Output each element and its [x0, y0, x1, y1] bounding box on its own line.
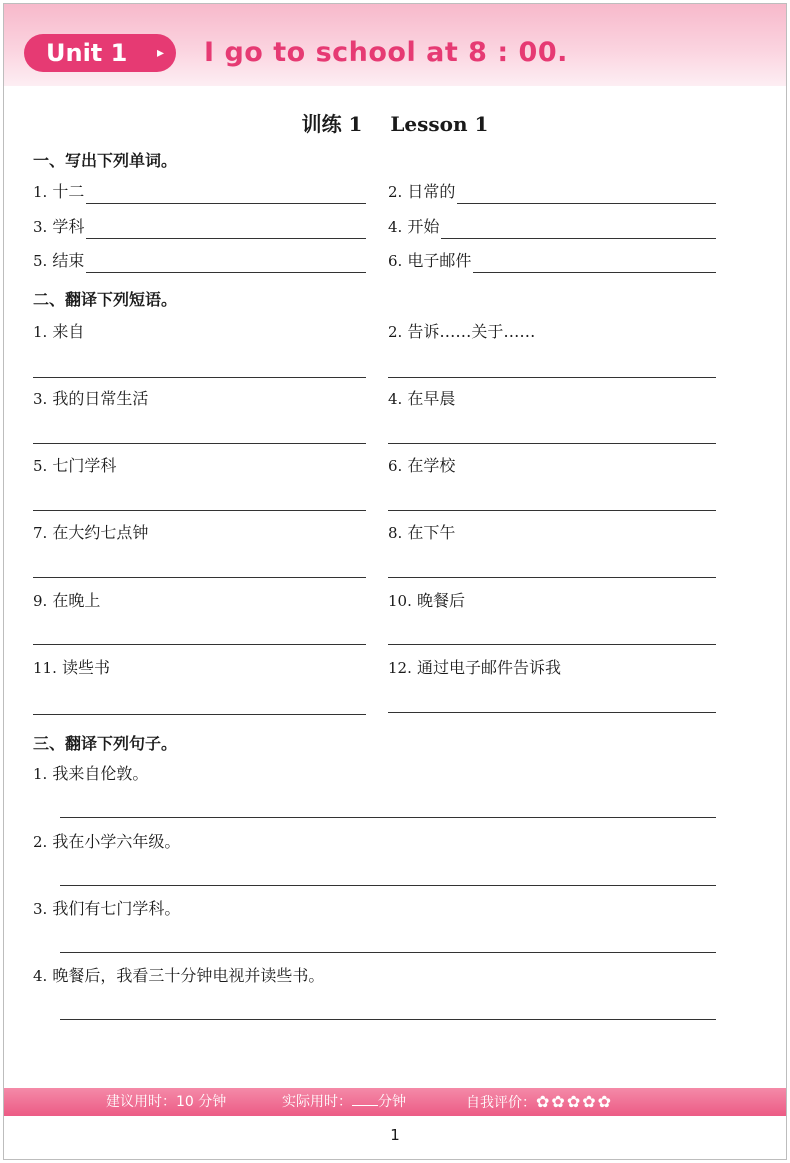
answer-line[interactable]: [33, 577, 366, 578]
phrase-item: [33, 320, 84, 344]
actual-time-blank[interactable]: [352, 1091, 378, 1106]
item-text: 开始: [407, 217, 440, 236]
phrase-item: [33, 656, 110, 680]
flower-star-icon[interactable]: ✿: [566, 1092, 581, 1111]
item-number: 11.: [33, 659, 57, 677]
actual-time-label: 实际用时：: [282, 1094, 352, 1110]
item-text: 晚餐后，我看三十分钟电视并读些书。: [52, 966, 325, 985]
sentence-item: [33, 897, 180, 921]
item-number: 1.: [33, 765, 48, 783]
item-text: 我的日常生活: [52, 389, 149, 408]
item-number: 6.: [388, 457, 403, 475]
answer-line[interactable]: [388, 644, 716, 645]
answer-line[interactable]: [388, 712, 716, 713]
phrase-item: [388, 589, 465, 613]
section3-heading: 三、翻译下列句子。: [33, 734, 178, 753]
item-number: 8.: [388, 524, 403, 542]
item-text: 告诉……关于……: [407, 322, 536, 341]
flower-star-icon[interactable]: ✿: [582, 1092, 596, 1111]
page-number: 1: [390, 1126, 400, 1144]
actual-time: [282, 1088, 406, 1116]
answer-line[interactable]: [60, 885, 716, 886]
header-banner: [4, 4, 786, 86]
item-text: 我们有七门学科。: [52, 899, 181, 918]
item-text: 通过电子邮件告诉我: [416, 658, 561, 677]
item-number: 5.: [33, 252, 48, 270]
item-text: 在学校: [407, 456, 456, 475]
phrase-item: [33, 589, 100, 613]
item-number: 4.: [388, 218, 403, 236]
rating-stars[interactable]: [536, 1092, 613, 1111]
suggested-time: 建议用时：10 分钟: [106, 1094, 227, 1110]
phrase-item: [388, 656, 561, 680]
answer-blank[interactable]: [473, 256, 716, 273]
phrase-item: [388, 320, 535, 344]
section1-heading: 一、写出下列单词。: [33, 151, 178, 170]
item-number: 3.: [33, 900, 48, 918]
item-text: 学科: [52, 217, 85, 236]
item-number: 12.: [388, 659, 412, 677]
item-text: 在大约七点钟: [52, 523, 149, 542]
item-number: 4.: [388, 390, 403, 408]
answer-line[interactable]: [33, 644, 366, 645]
item-number: 1.: [33, 323, 48, 341]
answer-line[interactable]: [388, 443, 716, 444]
phrase-item: [388, 454, 455, 478]
sentence-item: [33, 964, 324, 988]
answer-line[interactable]: [388, 377, 716, 378]
word-item: [388, 215, 716, 239]
flower-star-icon[interactable]: ✿: [597, 1092, 612, 1111]
word-item: [33, 215, 366, 239]
answer-blank[interactable]: [86, 222, 366, 239]
item-text: 在晚上: [52, 591, 101, 610]
item-number: 3.: [33, 390, 48, 408]
word-item: [33, 249, 366, 273]
word-item: [388, 180, 716, 204]
unit-badge: [24, 34, 176, 72]
item-text: 电子邮件: [407, 251, 472, 270]
timing-bar: [4, 1088, 786, 1116]
self-evaluation: [466, 1088, 613, 1116]
item-text: 十二: [52, 182, 85, 201]
item-text: 晚餐后: [416, 591, 465, 610]
arrow-right-icon: ▸: [156, 45, 164, 61]
item-text: 我在小学六年级。: [52, 832, 181, 851]
answer-line[interactable]: [33, 443, 366, 444]
phrase-item: [33, 387, 148, 411]
item-text: 七门学科: [52, 456, 117, 475]
item-number: 2.: [33, 833, 48, 851]
answer-blank[interactable]: [441, 222, 716, 239]
answer-blank[interactable]: [86, 187, 366, 204]
item-text: 在早晨: [407, 389, 456, 408]
answer-line[interactable]: [33, 510, 366, 511]
item-number: 1.: [33, 183, 48, 201]
item-text: 读些书: [61, 658, 110, 677]
item-text: 我来自伦敦。: [52, 764, 149, 783]
item-number: 4.: [33, 967, 48, 985]
item-text: 结束: [52, 251, 85, 270]
unit-label: Unit 1: [46, 39, 128, 67]
answer-line[interactable]: [60, 1019, 716, 1020]
item-text: 来自: [52, 322, 85, 341]
item-number: 3.: [33, 218, 48, 236]
item-number: 7.: [33, 524, 48, 542]
item-number: 2.: [388, 183, 403, 201]
item-text: 在下午: [407, 523, 456, 542]
answer-line[interactable]: [60, 952, 716, 953]
answer-blank[interactable]: [457, 187, 716, 204]
answer-line[interactable]: [388, 577, 716, 578]
item-number: 5.: [33, 457, 48, 475]
lesson-title: 训练 1 Lesson 1: [301, 112, 489, 136]
phrase-item: [388, 521, 455, 545]
phrase-item: [33, 521, 148, 545]
sentence-item: [33, 762, 148, 786]
item-number: 9.: [33, 592, 48, 610]
item-text: 日常的: [407, 182, 456, 201]
item-number: 6.: [388, 252, 403, 270]
answer-line[interactable]: [388, 510, 716, 511]
item-number: 10.: [388, 592, 412, 610]
flower-star-icon[interactable]: ✿: [536, 1092, 550, 1111]
answer-blank[interactable]: [86, 256, 366, 273]
item-number: 2.: [388, 323, 403, 341]
word-item: [388, 249, 716, 273]
answer-line[interactable]: [33, 377, 366, 378]
phrase-item: [388, 387, 455, 411]
section2-heading: 二、翻译下列短语。: [33, 290, 178, 309]
phrase-item: [33, 454, 116, 478]
answer-line[interactable]: [60, 817, 716, 818]
self-eval-label: 自我评价：: [466, 1095, 536, 1111]
sentence-item: [33, 830, 180, 854]
answer-line[interactable]: [33, 714, 366, 715]
actual-time-unit: 分钟: [378, 1094, 406, 1110]
unit-title: I go to school at 8 : 00.: [204, 37, 568, 68]
flower-star-icon[interactable]: ✿: [551, 1092, 565, 1111]
word-item: [33, 180, 366, 204]
